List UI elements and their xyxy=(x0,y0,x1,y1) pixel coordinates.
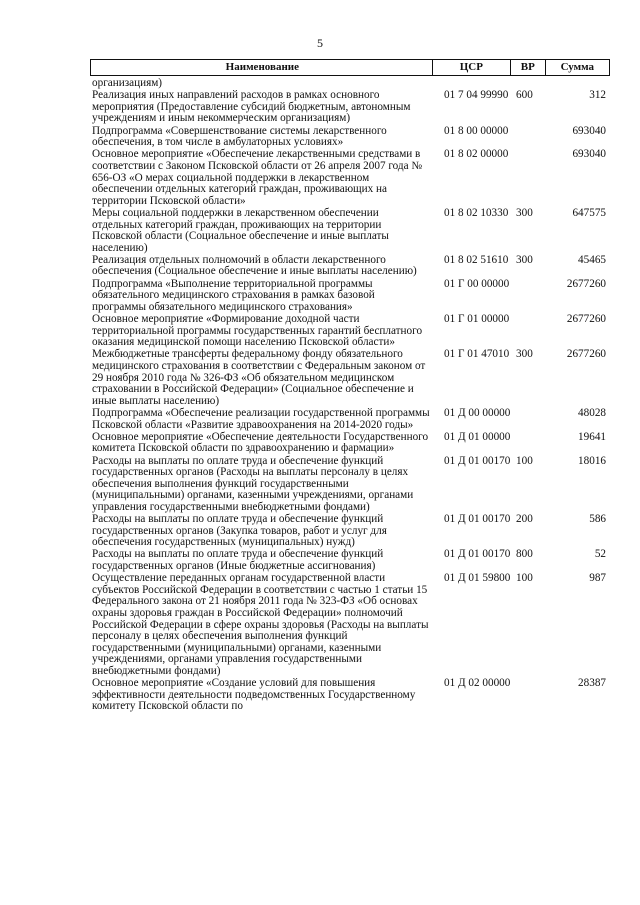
row-name-cell: Основное мероприятие «Создание условий для повышения эффективности деятельности подведомственных Государственному комитету Псковской области по xyxy=(92,677,416,713)
row-vr-cell: 800 xyxy=(516,548,533,561)
row-sum-cell: 48028 xyxy=(578,406,606,419)
budget-table xyxy=(90,59,610,714)
row-sum-cell: 693040 xyxy=(572,148,606,161)
row-csr-cell: 01 Д 01 00170 xyxy=(444,548,511,561)
row-sum-cell: 987 xyxy=(589,572,606,585)
row-csr-cell: 01 Д 02 00000 xyxy=(444,677,511,690)
row-vr-cell: 200 xyxy=(516,513,533,526)
row-name-cell: Подпрограмма «Совершенствование системы лекарственного обеспечения, в том числе в амбулаторных условиях» xyxy=(92,124,387,149)
row-sum-cell: 312 xyxy=(589,89,606,102)
table-row xyxy=(90,279,610,314)
row-sum-cell: 28387 xyxy=(578,677,606,690)
row-name-cell: Основное мероприятие «Обеспечение деятельности Государственного комитета Псковской области по здравоохранению и фармации» xyxy=(92,430,429,455)
row-sum-cell: 45465 xyxy=(578,253,606,266)
row-vr-cell: 300 xyxy=(516,348,533,361)
row-sum-cell: 586 xyxy=(589,513,606,526)
table-row xyxy=(90,408,610,432)
row-csr-cell: 01 8 00 00000 xyxy=(444,124,509,137)
row-vr-cell: 600 xyxy=(516,89,533,102)
row-name-cell: Подпрограмма «Выполнение территориальной программы обязательного медицинского страхования в рамках базовой программы обязательного медицинского страхования» xyxy=(92,277,375,313)
column-header-csr: ЦСР xyxy=(432,60,510,75)
row-sum-cell: 19641 xyxy=(578,430,606,443)
table-row xyxy=(90,149,610,208)
row-vr-cell: 100 xyxy=(516,454,533,467)
row-sum-cell: 693040 xyxy=(572,124,606,137)
table-body xyxy=(90,78,610,714)
row-name-cell: Расходы на выплаты по оплате труда и обеспечение функций государственных органов (Расходы на выплаты персоналу в целях обеспечения выполнения функций государственными (муниципальными) органами, казенными учреждениями, органами управления государственными внебюджетными фондами) xyxy=(92,454,414,513)
row-sum-cell: 2677260 xyxy=(566,313,606,326)
row-name-cell: Меры социальной поддержки в лекарственном обеспечении отдельных категорий граждан, проживающих на территории Псковской области (Социальное обеспечение и иные выплаты населению) xyxy=(92,206,389,254)
row-csr-cell: 01 Д 01 00170 xyxy=(444,513,511,526)
row-csr-cell: 01 8 02 10330 xyxy=(444,206,509,219)
table-row xyxy=(90,573,610,678)
row-sum-cell: 52 xyxy=(594,548,606,561)
row-csr-cell: 01 Д 01 00000 xyxy=(444,430,511,443)
table-row xyxy=(90,126,610,150)
column-header-sum: Сумма xyxy=(545,60,609,75)
table-row xyxy=(90,314,610,349)
row-name-cell: Осуществление переданных органам государственной власти субъектов Российской Федерации в соответствии с частью 1 статьи 15 Федерального закона от 21 ноября 2011 года № 323-ФЗ «Об основах охраны здоровья граждан в Российской Федерации» полномочий Российской Федерации в сфере охраны здоровья (Расходы на выплаты персоналу в целях обеспечения выполнения функций государственными (муниципальными) органами, казенными учреждениями, органами управления государственными внебюджетными фондами) xyxy=(92,572,429,677)
row-csr-cell: 01 Г 01 00000 xyxy=(444,313,510,326)
row-sum-cell: 647575 xyxy=(572,206,606,219)
table-row xyxy=(90,90,610,125)
row-vr-cell: 300 xyxy=(516,253,533,266)
row-name-cell: Реализация отдельных полномочий в области лекарственного обеспечения (Социальное обеспечение и иные выплаты населению) xyxy=(92,253,417,278)
row-vr-cell: 100 xyxy=(516,572,533,585)
row-name-cell: организациям) xyxy=(92,77,163,89)
row-csr-cell: 01 7 04 99990 xyxy=(444,89,509,102)
table-row xyxy=(90,255,610,279)
row-sum-cell: 18016 xyxy=(578,454,606,467)
row-csr-cell: 01 Д 01 00170 xyxy=(444,454,511,467)
row-csr-cell: 01 Д 01 59800 xyxy=(444,572,511,585)
row-vr-cell: 300 xyxy=(516,206,533,219)
row-name-cell: Основное мероприятие «Формирование доходной части территориальной программы государственных гарантий бесплатного оказания медицинской помощи населению Псковской области» xyxy=(92,313,423,349)
column-header-vr: ВР xyxy=(510,60,545,75)
row-name-cell: Расходы на выплаты по оплате труда и обеспечение функций государственных органов (Иные бюджетные ассигнования) xyxy=(92,548,384,573)
page-number: 5 xyxy=(317,36,323,50)
table-row xyxy=(90,456,610,515)
table-row xyxy=(90,208,610,255)
row-csr-cell: 01 Д 00 00000 xyxy=(444,406,511,419)
row-name-cell: Межбюджетные трансферты федеральному фонду обязательного медицинского страхования в соответствии с Федеральным законом от 29 ноября 2010 года № 326-ФЗ «Об обязательном медицинском страховании в Российской Федерации» (Социальное обеспечение и иные выплаты населению) xyxy=(92,348,426,407)
row-name-cell: Реализация иных направлений расходов в рамках основного мероприятия (Предоставление субсидий бюджетным, автономным учреждениям и иным некоммерческим организациям) xyxy=(92,89,411,125)
row-sum-cell: 2677260 xyxy=(566,348,606,361)
row-name-cell: Расходы на выплаты по оплате труда и обеспечение функций государственных органов (Закупка товаров, работ и услуг для обеспечения государственных (муниципальных) нужд) xyxy=(92,513,387,549)
row-sum-cell: 2677260 xyxy=(566,277,606,290)
row-csr-cell: 01 8 02 51610 xyxy=(444,253,509,266)
row-name-cell: Подпрограмма «Обеспечение реализации государственной программы Псковской области «Развитие здравоохранения на 2014-2020 годы» xyxy=(92,406,430,431)
row-csr-cell: 01 8 02 00000 xyxy=(444,148,509,161)
table-row xyxy=(90,549,610,573)
row-csr-cell: 01 Г 01 47010 xyxy=(444,348,510,361)
table-row xyxy=(90,678,610,713)
row-csr-cell: 01 Г 00 00000 xyxy=(444,277,510,290)
table-row xyxy=(90,514,610,549)
row-name-cell: Основное мероприятие «Обеспечение лекарственными средствами в соответствии с Законом Псковской области от 26 апреля 2007 года № 656-ОЗ «О мерах социальной поддержки в лекарственном обеспечении отдельных категорий граждан, проживающих на территории Псковской области» xyxy=(92,148,423,207)
table-row xyxy=(90,349,610,408)
column-header-name: Наименование xyxy=(225,61,300,73)
table-header xyxy=(90,59,610,76)
table-row xyxy=(90,432,610,456)
